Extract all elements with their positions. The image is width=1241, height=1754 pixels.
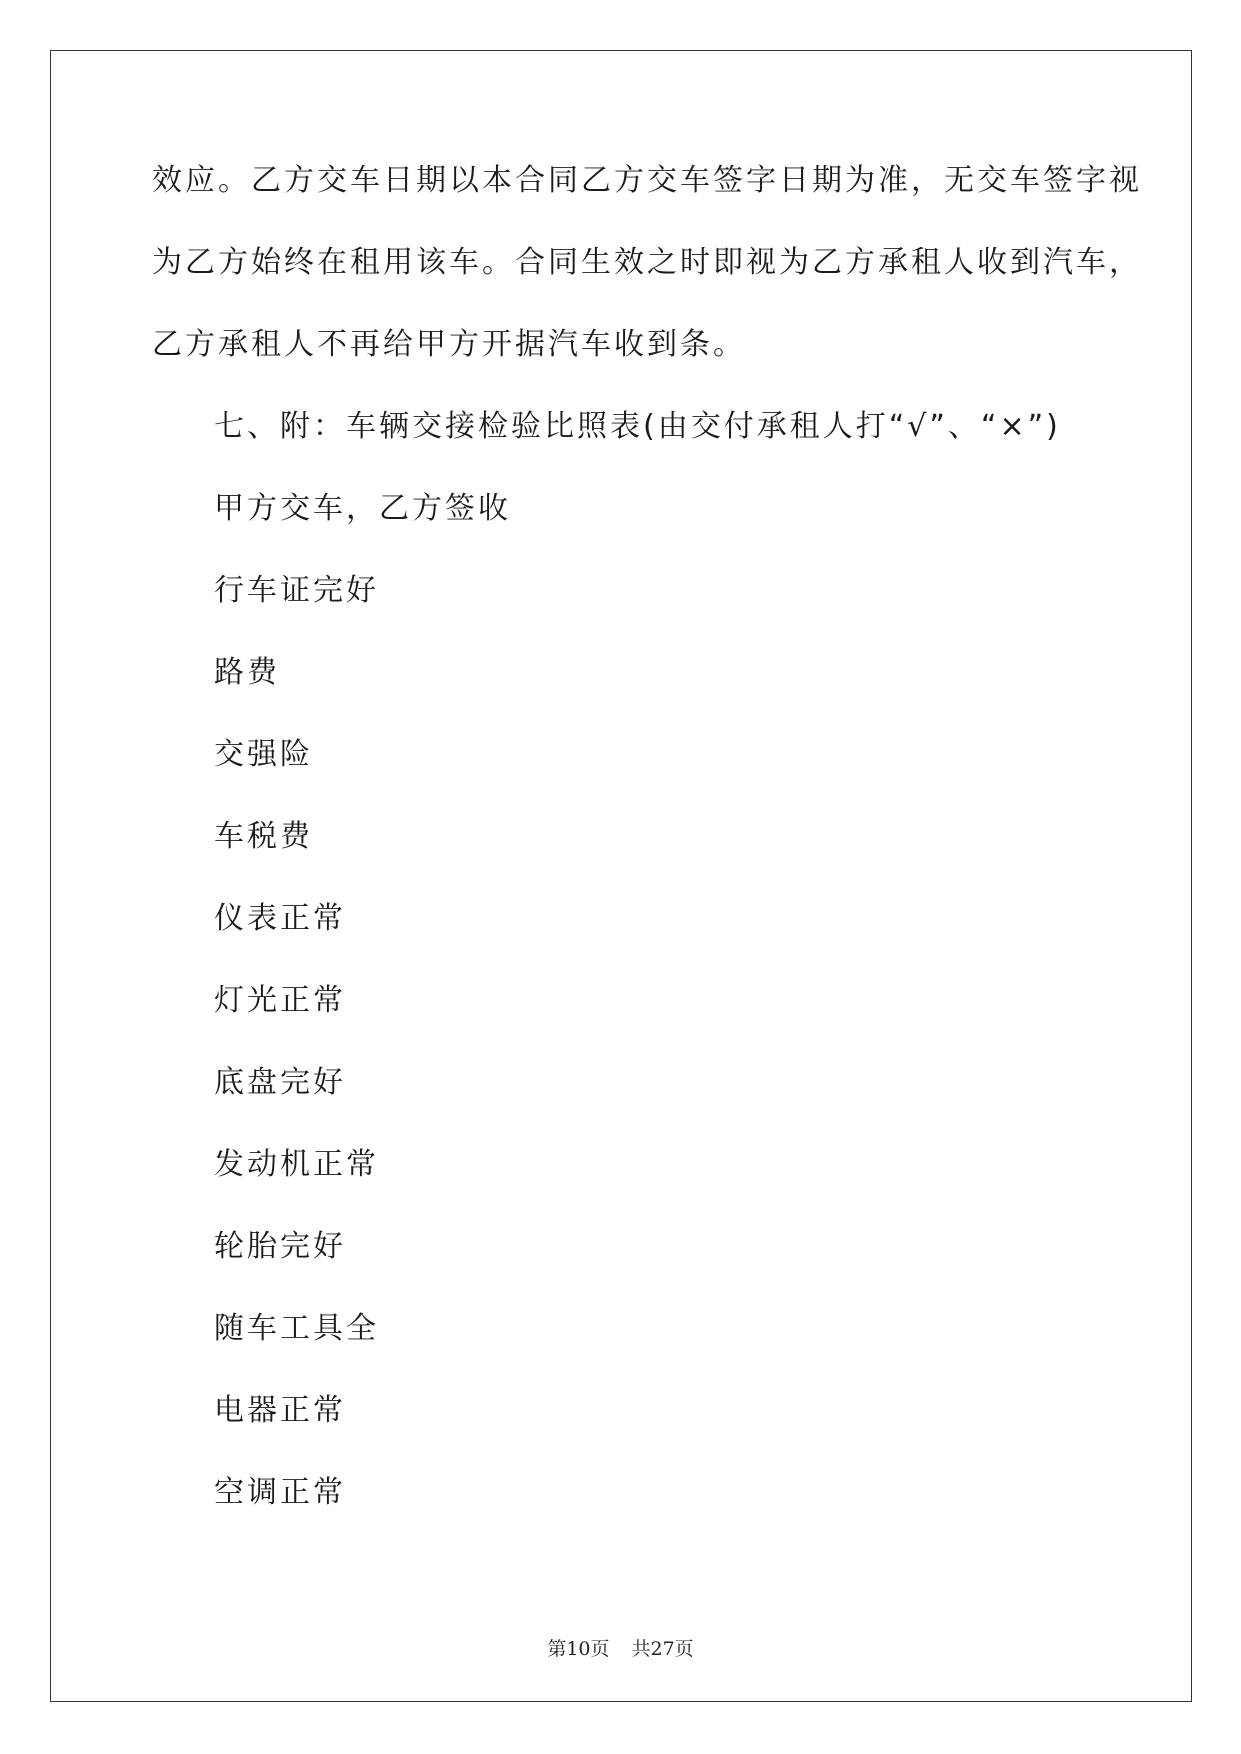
checklist-item: 行车证完好: [214, 573, 379, 608]
checklist-item: 灯光正常: [214, 983, 346, 1018]
paragraph-line-3: 乙方承租人不再给甲方开据汽车收到条。: [152, 327, 746, 362]
checklist-item: 发动机正常: [214, 1147, 379, 1182]
checklist-item: 空调正常: [214, 1475, 346, 1510]
page-footer: [0, 1634, 1241, 1661]
document-body: [152, 163, 1142, 1560]
section-heading: 七、附：车辆交接检验比照表(由交付承租人打“√”、“×”): [214, 409, 1061, 444]
checklist-item: 仪表正常: [214, 901, 346, 936]
checklist-item: 路费: [214, 655, 280, 690]
checklist-item: 交强险: [214, 737, 313, 772]
checklist-item: 车税费: [214, 819, 313, 854]
checklist-item: 电器正常: [214, 1393, 346, 1428]
sign-line: 甲方交车，乙方签收: [214, 491, 511, 526]
paragraph-line-1: 效应。乙方交车日期以本合同乙方交车签字日期为准，无交车签字视: [152, 163, 1142, 198]
checklist: [152, 573, 1102, 1510]
paragraph-line-2: 为乙方始终在租用该车。合同生效之时即视为乙方承租人收到汽车，: [152, 245, 1142, 280]
total-page-count: 共27页: [631, 1638, 694, 1660]
checklist-item: 随车工具全: [214, 1311, 379, 1346]
current-page-number: 第10页: [547, 1638, 610, 1660]
checklist-item: 底盘完好: [214, 1065, 346, 1100]
checklist-item: 轮胎完好: [214, 1229, 346, 1264]
